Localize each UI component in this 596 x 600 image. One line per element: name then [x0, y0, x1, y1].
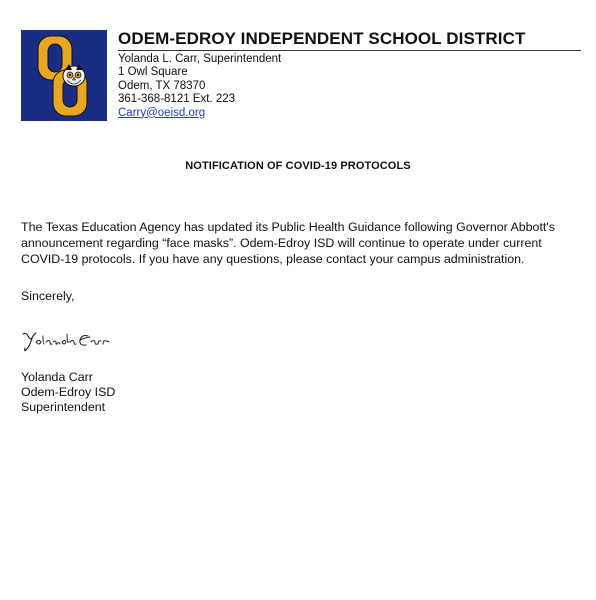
notice-paragraph: The Texas Education Agency has updated its Public Health Guidance following Governor Abbott's announcement regarding “face masks”. Odem-Edroy ISD will continue to operate under current COVID-19 protocols. If you have any questions, please contact your campus administration. [21, 220, 555, 266]
signer-name: Yolanda Carr [21, 370, 93, 384]
handwritten-signature [20, 328, 130, 356]
address-line-1: 1 Owl Square [118, 66, 188, 79]
letterhead [118, 29, 581, 120]
district-logo-icon [21, 30, 107, 121]
contact-block [118, 53, 581, 120]
signature-icon [20, 328, 130, 356]
phone-number: 361-368-8121 Ext. 223 [118, 93, 236, 106]
signature-block [21, 370, 115, 415]
email-link[interactable]: Carry@oeisd.org [118, 106, 206, 119]
address-line-2: Odem, TX 78370 [118, 79, 206, 92]
owl-oo-logo-icon [21, 30, 107, 121]
email-line [118, 107, 581, 120]
signer-organization: Odem-Edroy ISD [21, 385, 116, 399]
superintendent-line: Yolanda L. Carr, Superintendent [118, 53, 282, 65]
district-name: ODEM-EDROY INDEPENDENT SCHOOL DISTRICT [118, 29, 581, 51]
salutation: Sincerely, [21, 289, 75, 303]
signer-title: Superintendent [21, 400, 106, 414]
notice-title: NOTIFICATION OF COVID-19 PROTOCOLS [185, 160, 411, 172]
